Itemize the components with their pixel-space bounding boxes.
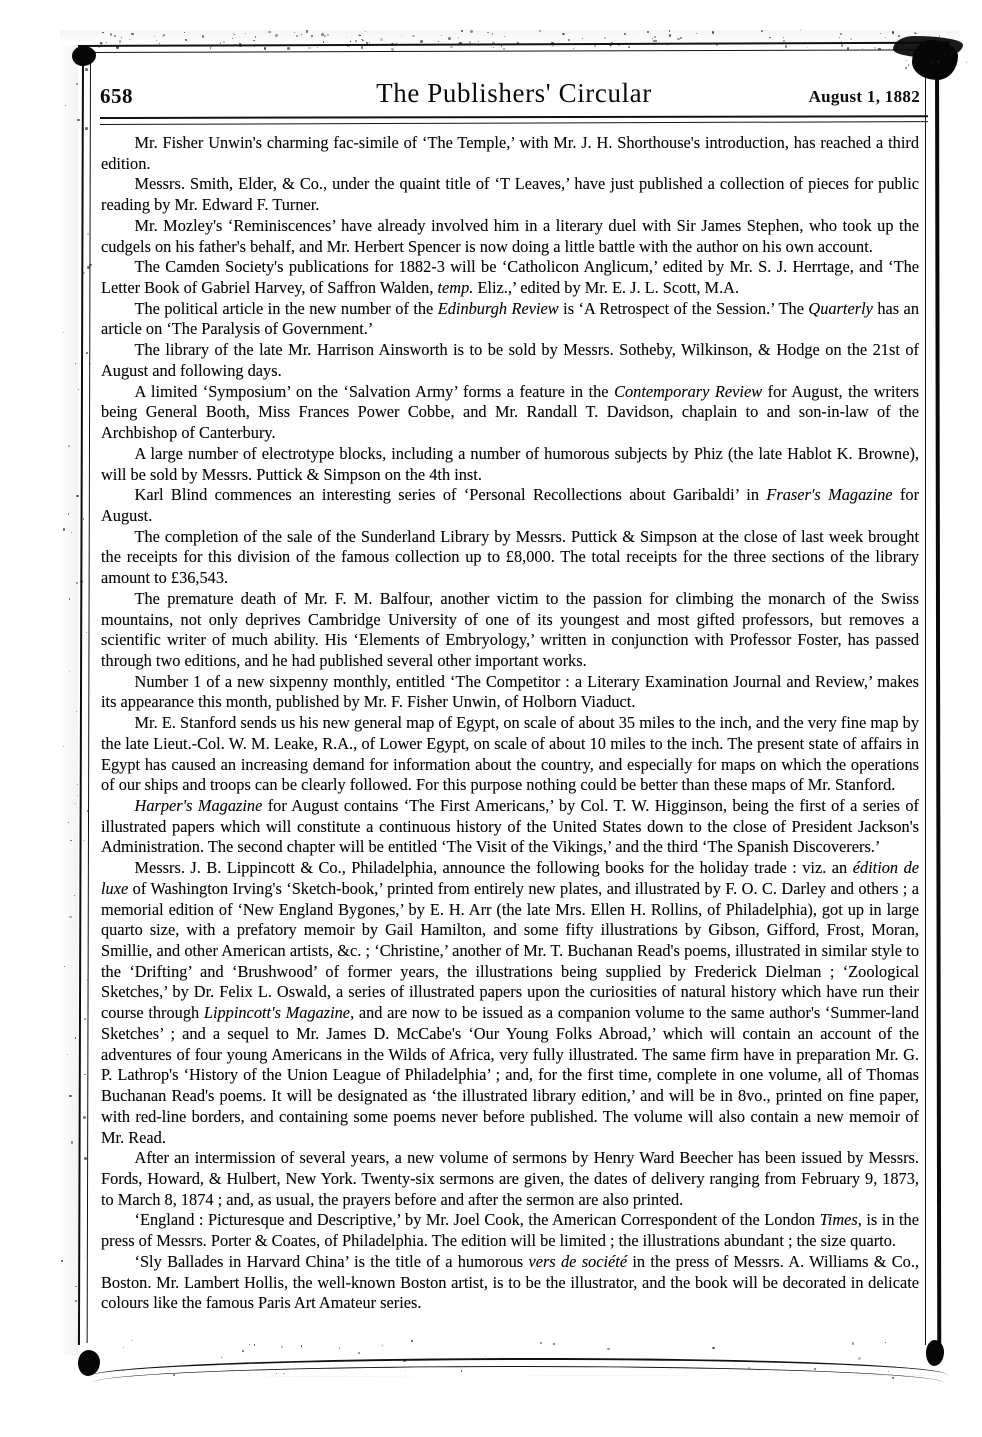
- scan-speckle: [131, 33, 134, 36]
- scan-speckle: [71, 532, 72, 533]
- scan-speckle: [78, 389, 79, 390]
- scan-speckle: [380, 38, 383, 41]
- scan-speckle: [69, 916, 71, 918]
- scan-speckle: [573, 48, 575, 50]
- journal-title: The Publishers' Circular: [376, 78, 652, 108]
- scan-speckle: [287, 47, 290, 50]
- scan-speckle: [369, 42, 370, 43]
- scan-speckle: [306, 30, 309, 33]
- scan-speckle: [184, 32, 185, 33]
- scan-speckle: [67, 1054, 68, 1055]
- scan-speckle: [86, 352, 88, 354]
- scan-speckle: [69, 671, 70, 672]
- page-frame-top-rule: [78, 42, 950, 47]
- scan-grime-left: [60, 45, 78, 1355]
- scan-speckle: [301, 1345, 303, 1347]
- article-paragraph: Karl Blind commences an interesting series of ‘Personal Recollections about Garibaldi’ in Fraser's Magazine for August.: [101, 485, 920, 525]
- scan-speckle: [540, 1342, 542, 1344]
- page-frame-left-rule-inner: [87, 58, 91, 1343]
- scan-speckle: [516, 41, 518, 43]
- scan-speckle: [85, 68, 88, 71]
- scan-speckle: [470, 30, 473, 33]
- scan-speckle: [563, 33, 565, 35]
- article-paragraph: The premature death of Mr. F. M. Balfour, another victim to the passion for climbing the monarch of the Swiss mountains, not only deprives Cambridge University of one of its youngest and most gifted professors, but removes a scientific writer of much ability. His ‘Elements of Embryology,’ written in conjunction with Professor Foster, has passed through two editions, and he had published several other important works.: [101, 588, 919, 670]
- scan-speckle: [647, 31, 649, 33]
- scan-speckle: [77, 784, 79, 786]
- article-paragraph: Mr. E. Stanford sends us his new general map of Egypt, on scale of about 35 miles to the inch, and the very fine map by the late Lieut.-Col. W. M. Leake, R.A., of Lower Egypt, on scale of about 10 miles to the inch. The present state of affairs in Egypt has caused an increasing demand for information about the country, and especially for maps on which the operations of our ships and troops can be clearly followed. For this purpose nothing could be better than these maps of Mr. Stanford.: [101, 713, 919, 795]
- scan-speckle: [458, 37, 460, 39]
- scan-speckle: [83, 1116, 86, 1119]
- scan-speckle: [761, 30, 763, 32]
- scan-speckle: [654, 36, 656, 38]
- scan-speckle: [450, 46, 453, 49]
- running-head-rule-inner: [100, 121, 928, 125]
- scan-speckle: [83, 272, 85, 274]
- page-folio-number: 658: [100, 84, 133, 108]
- scan-speckle: [281, 1346, 283, 1348]
- running-head-rule: [100, 115, 928, 119]
- scan-speckle: [412, 35, 415, 38]
- scan-speckle: [74, 895, 75, 896]
- scan-speckle: [68, 445, 69, 446]
- scan-speckle: [232, 38, 233, 39]
- scan-speckle: [339, 1348, 340, 1349]
- scan-speckle: [677, 38, 680, 41]
- scan-speckle: [667, 45, 668, 46]
- scan-speckle: [63, 332, 64, 333]
- scan-speckle: [361, 39, 362, 40]
- scan-speckle: [68, 822, 70, 824]
- scan-speckle: [254, 1344, 255, 1345]
- scan-speckle: [132, 1340, 133, 1341]
- scan-speckle: [324, 35, 326, 37]
- scan-speckle: [382, 1345, 383, 1346]
- scan-speckle: [361, 46, 364, 49]
- article-paragraph: Number 1 of a new sixpenny monthly, entitled ‘The Competitor : a Literary Examination Journal and Review,’ makes its appearance this month, published by Mr. F. Fisher Unwin, of Holborn Viaduct.: [101, 671, 919, 712]
- article-paragraph: Harper's Magazine for August contains ‘The First Americans,’ by Col. T. W. Higginson, being the first of a series of illustrated papers which will constitute a continuous history of the United States down to the close of President Jackson's Administration. The second chapter will be entitled ‘The Visit of the Vikings,’ and the third ‘The Spanish Discoverers.’: [101, 796, 919, 857]
- page-frame-top-rule-inner: [80, 49, 946, 53]
- scan-speckle: [892, 31, 894, 33]
- scan-speckle: [75, 1286, 77, 1288]
- scan-speckle: [607, 1348, 610, 1351]
- scan-speckle: [202, 35, 204, 37]
- scan-speckle: [268, 31, 271, 34]
- scan-speckle: [652, 38, 654, 40]
- scan-speckle: [102, 32, 103, 33]
- scan-speckle: [83, 518, 84, 519]
- scan-speckle: [84, 1074, 86, 1076]
- scan-speckle: [365, 31, 366, 32]
- scan-speckle: [874, 47, 876, 49]
- article-paragraph: ‘England : Picturesque and Descriptive,’ by Mr. Joel Cook, the American Correspondent of the London Times, is in the press of Messrs. Porter & Coates, of Philadelphia. The edition will be limited ; the illustrations abundant ; the size quarto.: [101, 1210, 919, 1251]
- scan-speckle: [76, 711, 77, 712]
- scan-speckle: [769, 37, 770, 38]
- scan-speckle: [966, 62, 967, 63]
- scan-speckle: [469, 46, 470, 47]
- scan-speckle: [323, 41, 325, 43]
- scan-speckle: [885, 37, 886, 38]
- page-frame-left-rule: [78, 55, 84, 1345]
- scan-speckle: [492, 33, 494, 35]
- scan-speckle: [76, 83, 77, 84]
- article-paragraph: Mr. Mozley's ‘Reminiscences’ have already involved him in a literary duel with Sir James Stephen, who took up the cudgels on his father's behalf, and Mr. Herbert Spencer is now doing a little battle with the author on his own account.: [101, 215, 919, 256]
- scan-speckle: [69, 1095, 71, 1097]
- scan-speckle: [64, 966, 65, 967]
- scan-speckle: [77, 795, 78, 796]
- scan-speckle: [350, 41, 351, 42]
- article-paragraph: ‘Sly Ballades in Harvard China’ is the title of a humorous vers de société in the press of Messrs. A. Williams & Co., Boston. Mr. Lambert Hollis, the well-known Boston artist, is to be the illustrator, and the book will be decorated in delicate colours like the famous Paris Art Amateur series.: [101, 1251, 919, 1313]
- scan-speckle: [915, 33, 916, 34]
- scan-speckle: [245, 33, 246, 34]
- scan-speckle: [852, 1342, 855, 1345]
- scan-speckle: [71, 1141, 74, 1144]
- scan-speckle: [317, 47, 319, 49]
- ink-blot-bottom-right: [926, 1340, 944, 1366]
- scan-speckle: [61, 1260, 63, 1262]
- scan-speckle: [441, 35, 442, 36]
- issue-date: August 1, 1882: [808, 87, 920, 106]
- scan-speckle: [553, 1343, 555, 1345]
- scan-speckle: [624, 33, 626, 35]
- scan-speckle: [568, 39, 570, 41]
- scan-speckle: [68, 513, 70, 515]
- scan-speckle: [914, 32, 917, 35]
- scan-speckle: [163, 34, 165, 36]
- article-paragraph: A limited ‘Symposium’ on the ‘Salvation Army’ forms a feature in the Contemporary Review for August, the writers being General Booth, Miss Frances Power Cobbe, and Mr. Randall T. Davidson, chaplain to and son-in-law of the Archbishop of Canterbury.: [101, 381, 920, 443]
- article-paragraph: The library of the late Mr. Harrison Ainsworth is to be sold by Messrs. Sotheby, Wilkinson, & Hodge on the 21st of August and following days.: [101, 340, 919, 380]
- page-frame-right-rule: [935, 48, 941, 1348]
- scan-speckle: [582, 38, 583, 39]
- scan-speckle: [359, 35, 361, 37]
- scan-speckle: [69, 598, 71, 600]
- scan-speckle: [129, 39, 130, 40]
- scan-speckle: [264, 47, 267, 50]
- scan-speckle: [461, 30, 463, 32]
- scan-speckle: [220, 42, 221, 43]
- scan-speckle: [840, 33, 843, 36]
- scan-speckle: [420, 40, 423, 43]
- scan-speckle: [604, 37, 606, 39]
- scan-speckle: [123, 1347, 124, 1348]
- scan-speckle: [807, 47, 809, 49]
- scan-speckle: [906, 60, 907, 61]
- scan-speckle: [655, 40, 657, 42]
- scan-speckle: [653, 40, 655, 42]
- scan-speckle: [628, 46, 630, 48]
- scan-speckle: [159, 43, 160, 44]
- scan-speckle: [308, 47, 311, 50]
- scan-speckle: [346, 37, 347, 38]
- scan-speckle: [154, 36, 155, 37]
- scan-speckle: [485, 1356, 486, 1357]
- article-paragraph: Messrs. J. B. Lippincott & Co., Philadelphia, announce the following books for the holiday trade : viz. an édition de luxe of Washington Irving's ‘Sketch-book,’ printed from entirely new plates, and illustrated by F. O. C. Darley and others ; a memorial edition of ‘New England Bygones,’ by E. H. Arr (the late Mrs. Ellen H. Rollins, of Philadelphia), got up in large quarto size, with a prefatory memoir by Gail Hamilton, and some fifty illustrations by Gibson, Gifford, Frost, Moran, Smillie, and other American artists, &c. ; ‘Christine,’ another of Mr. T. Buchanan Read's poems, illustrated in similar style to the ‘Drifting’ and ‘Brushwood’ of former years, the illustrations being supplied by Frederick Dielman ; ‘Zoological Sketches,’ by Dr. Felix L. Oswald, a series of illustrated papers upon the curiosities of natural history which have run their course through Lippincott's Magazine, and are now to be issued as a companion volume to the same author's ‘Summer-land Sketches’ ; and a sequel to Mr. James D. McCabe's ‘Our Young Folks Abroad,’ which will contain an account of the adventures of four young Americans in the Wilds of Africa, very fully illustrated. The same firm have in preparation Mr. G. P. Lathrop's ‘History of the Union League of Philadelphia’ ; and, for the first time, complete in one volume, all of Thomas Buchanan Read's poems. It will be designated as ‘the illustrated library edition,’ and will be in 8vo., printed on fine paper, with red-line borders, and containing some poems never before published. The volume will also contain a new memoir of Mr. Read.: [101, 858, 920, 1147]
- scan-speckle: [255, 36, 256, 37]
- scan-speckle: [362, 40, 364, 42]
- scan-speckle: [905, 67, 907, 69]
- scan-speckle: [253, 40, 255, 42]
- scan-speckle: [221, 1357, 222, 1358]
- scan-speckle: [119, 40, 121, 42]
- scan-speckle: [296, 35, 298, 37]
- scan-speckle: [106, 42, 107, 43]
- page-frame-right-rule-inner: [925, 60, 926, 1345]
- scan-speckle: [100, 42, 102, 44]
- scan-speckle: [294, 32, 295, 33]
- scan-speckle: [321, 33, 324, 36]
- scan-speckle: [539, 30, 541, 32]
- scan-speckle: [594, 45, 596, 47]
- scan-speckle: [562, 33, 564, 35]
- scan-speckle: [85, 127, 88, 130]
- scan-speckle: [76, 495, 79, 498]
- scan-speckle: [504, 36, 505, 37]
- article-paragraph: After an intermission of several years, a new volume of sermons by Henry Ward Beecher has been issued by Messrs. Fords, Howard, & Hulbert, New York. Twenty-six sermons are given, the dates of delivery ranging from February 9, 1873, to March 8, 1874 ; and, as usual, the prayers before and after the sermon are also printed.: [101, 1148, 919, 1209]
- article-text-column: [101, 133, 919, 1314]
- scan-speckle: [210, 47, 212, 49]
- article-paragraph: A large number of electrotype blocks, including a number of humorous subjects by Phiz (the late Hablot K. Browne), will be sold by Messrs. Puttick & Simpson on the 4th inst.: [101, 443, 919, 484]
- scan-speckle: [185, 39, 187, 41]
- scan-speckle: [327, 34, 329, 36]
- scan-speckle: [75, 363, 76, 364]
- scan-speckle: [839, 37, 840, 38]
- scan-speckle: [680, 37, 682, 39]
- scan-speckle: [70, 840, 72, 842]
- scan-speckle: [275, 34, 278, 37]
- scan-speckle: [493, 47, 494, 48]
- running-head: [100, 78, 928, 112]
- scan-speckle: [669, 30, 671, 32]
- ink-blot-top-left: [72, 46, 96, 66]
- scan-speckle: [114, 35, 116, 37]
- scan-speckle: [696, 33, 698, 35]
- scan-speckle: [233, 33, 234, 34]
- scan-speckle: [311, 35, 313, 37]
- scan-speckle: [234, 34, 235, 35]
- article-paragraph: Mr. Fisher Unwin's charming fac-simile of ‘The Temple,’ with Mr. J. H. Shorthouse's introduction, has reached a third edition.: [101, 133, 919, 173]
- scan-speckle: [75, 1037, 76, 1038]
- scan-speckle: [401, 35, 402, 36]
- scan-speckle: [880, 33, 881, 34]
- scan-speckle: [885, 1342, 886, 1343]
- scan-speckle: [487, 32, 489, 34]
- scan-speckle: [850, 38, 852, 40]
- scan-speckle: [358, 34, 360, 36]
- scan-speckle: [65, 105, 66, 106]
- scan-speckle: [448, 37, 451, 40]
- scan-speckle: [84, 1018, 87, 1021]
- scan-speckle: [712, 31, 715, 34]
- scan-speckle: [83, 840, 85, 842]
- scan-speckle: [552, 45, 554, 47]
- scan-speckle: [121, 37, 122, 38]
- scan-speckle: [908, 64, 910, 66]
- scan-speckle: [63, 746, 64, 747]
- scan-speckle: [411, 1340, 413, 1342]
- scan-speckle: [898, 35, 900, 37]
- scan-speckle: [242, 1350, 244, 1352]
- article-paragraph: The completion of the sale of the Sunderland Library by Messrs. Puttick & Simpson at the close of last week brought the receipts for this division of the famous collection up to £8,000. The total receipts for the three sections of the library amount to £36,543.: [101, 526, 919, 588]
- scan-speckle: [156, 40, 157, 41]
- scan-speckle: [77, 119, 80, 122]
- scan-speckle: [110, 33, 113, 36]
- scan-speckle: [86, 632, 87, 633]
- scan-speckle: [162, 36, 164, 38]
- scan-speckle: [501, 45, 503, 47]
- scan-speckle: [74, 803, 75, 804]
- article-paragraph: The Camden Society's publications for 1882-3 will be ‘Catholicon Anglicum,’ edited by Mr. S. J. Herrtage, and ‘The Letter Book of Gabriel Harvey, of Saffron Walden, temp. Eliz.,’ edited by Mr. E. J. L. Scott, M.A.: [101, 257, 919, 298]
- scan-speckle: [841, 44, 844, 47]
- scan-speckle: [783, 37, 784, 38]
- scan-speckle: [478, 41, 479, 42]
- scan-speckle: [800, 30, 801, 31]
- ink-blot-top-right: [912, 40, 958, 80]
- scan-speckle: [785, 45, 788, 48]
- scan-speckle: [355, 40, 357, 42]
- scan-speckle: [63, 528, 66, 531]
- article-paragraph: Messrs. Smith, Elder, & Co., under the quaint title of ‘T Leaves,’ have just published a collection of pieces for public reading by Mr. Edward F. Turner.: [101, 174, 919, 215]
- scan-speckle: [358, 1352, 360, 1354]
- scan-speckle: [75, 1300, 77, 1302]
- scan-speckle: [301, 34, 302, 35]
- scan-speckle: [438, 41, 440, 43]
- scan-speckle: [610, 46, 612, 48]
- scan-speckle: [712, 1347, 715, 1350]
- scan-speckle: [223, 41, 225, 43]
- scan-speckle: [669, 34, 671, 36]
- scan-speckle: [76, 582, 78, 584]
- article-paragraph: The political article in the new number of the Edinburgh Review is ‘A Retrospect of the Session.’ The Quarterly has an article on ‘The Paralysis of Government.’: [101, 298, 919, 339]
- scan-speckle: [858, 1357, 861, 1360]
- scan-speckle: [249, 1344, 250, 1345]
